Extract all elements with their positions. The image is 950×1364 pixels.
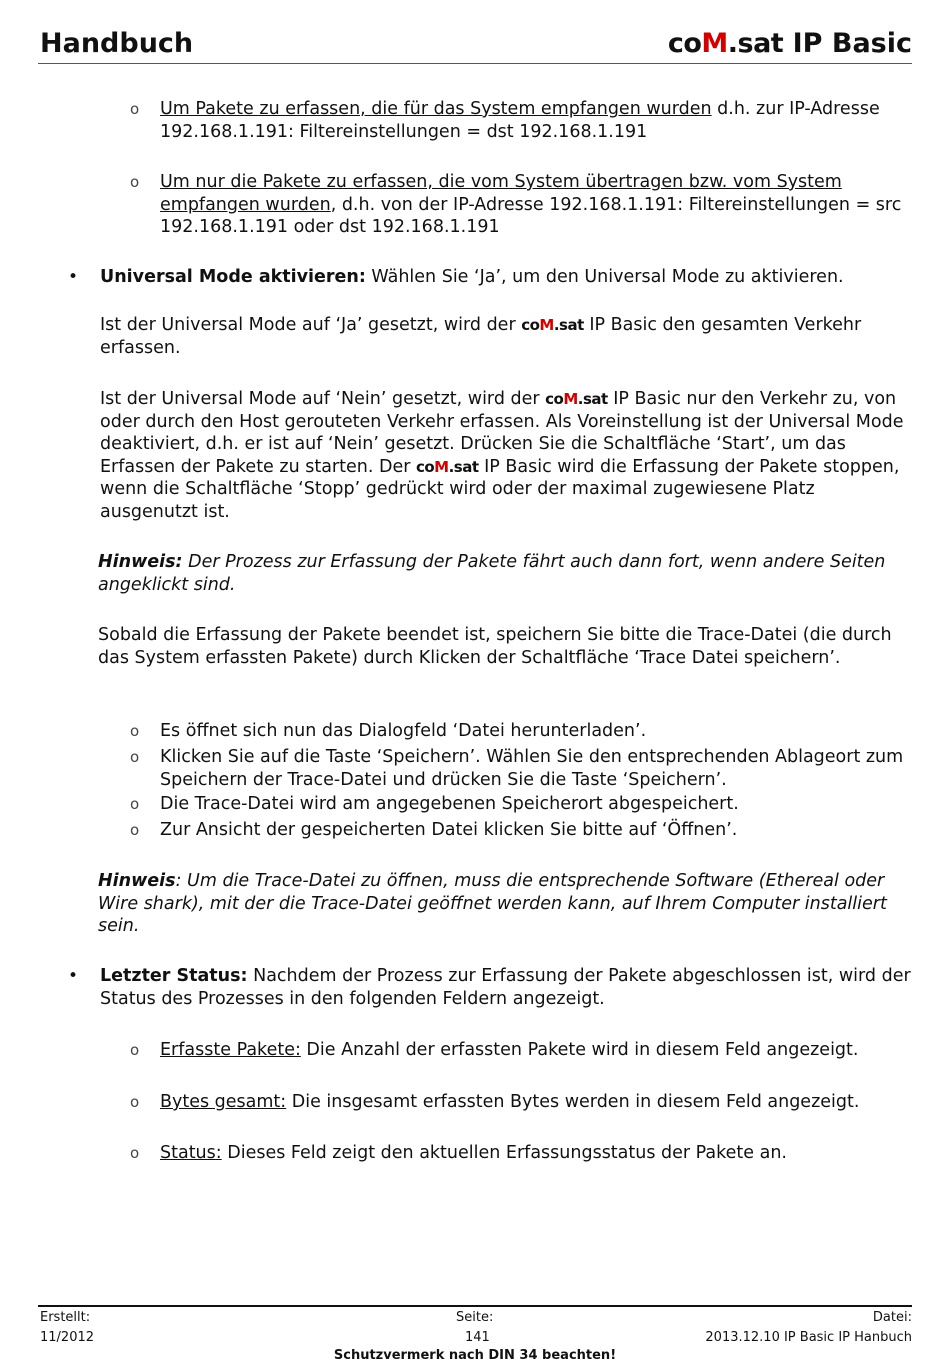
circle-bullet-icon: o: [130, 722, 140, 740]
list-item-step: Zur Ansicht der gespeicherten Datei klicken Sie bitte auf ‘Öffnen’.: [160, 820, 738, 840]
circle-bullet-icon: o: [130, 100, 140, 118]
list-item-field: Bytes gesamt: Die insgesamt erfassten Bytes werden in diesem Feld angezeigt.: [160, 1092, 860, 1112]
footer-created-label: Erstellt:: [40, 1310, 91, 1325]
circle-bullet-icon: o: [130, 748, 140, 766]
footer-created-value: 11/2012: [40, 1330, 95, 1345]
circle-bullet-icon: o: [130, 173, 140, 191]
circle-bullet-icon: o: [130, 1144, 140, 1162]
footer-page-label: Seite:: [456, 1310, 494, 1325]
comsat-logo: coM.sat: [667, 28, 784, 59]
universal-mode-item: Universal Mode aktivieren: Wählen Sie ‘Ja’, um den Universal Mode zu aktivieren.: [100, 267, 844, 287]
product-name: IP Basic: [792, 28, 912, 59]
page-header-title: Handbuch: [40, 28, 194, 59]
footer-copyright-notice: Schutzvermerk nach DIN 34 beachten!: [333, 1348, 617, 1363]
header-divider: [38, 63, 912, 64]
bullet-icon: •: [68, 966, 79, 986]
last-status-item: Letzter Status: Nachdem der Prozess zur Erfassung der Pakete abgeschlossen ist, wird der Status des Prozesses in den folgenden Feldern angezeigt.: [100, 966, 911, 1009]
save-trace-paragraph: Sobald die Erfassung der Pakete beendet ist, speichern Sie bitte die Trace-Datei (die durch das System erfassten Pakete) durch Klicken der Schaltfläche ‘Trace Datei speichern’.: [98, 625, 892, 668]
footer-file-value: 2013.12.10 IP Basic IP Hanbuch: [705, 1330, 912, 1345]
footer-file-label: Datei:: [872, 1310, 912, 1325]
circle-bullet-icon: o: [130, 795, 140, 813]
footer-page-value: 141: [465, 1330, 490, 1345]
comsat-logo: coM.sat: [545, 390, 608, 408]
list-item-step: Klicken Sie auf die Taste ‘Speichern’. Wählen Sie den entsprechenden Ablageort zum Speichern der Trace-Datei und drücken Sie die Taste ‘Speichern’.: [160, 747, 904, 790]
list-item-step: Es öffnet sich nun das Dialogfeld ‘Datei herunterladen’.: [160, 721, 647, 741]
comsat-logo: coM.sat: [415, 457, 479, 476]
list-item-sub1: Um Pakete zu erfassen, die für das System empfangen wurden d.h. zur IP-Adresse 192.168.1.191: Filtereinstellungen = dst 192.168.1.191: [160, 99, 880, 142]
universal-yes-paragraph: Ist der Universal Mode auf ‘Ja’ gesetzt, wird der coM.sat IP Basic den gesamten Verkehr erfassen.: [100, 315, 862, 358]
circle-bullet-icon: o: [130, 821, 140, 839]
note-paragraph-2: Hinweis: Um die Trace-Datei zu öffnen, muss die entsprechende Software (Ethereal oder Wire shark), mit der die Trace-Datei geöffnet werden kann, auf Ihrem Computer installiert sein.: [98, 871, 887, 936]
comsat-logo: coM.sat: [521, 316, 584, 334]
universal-no-paragraph: Ist der Universal Mode auf ‘Nein’ gesetzt, wird der coM.sat IP Basic nur den Verkehr zu, von oder durch den Host gerouteten Verkehr erfassen. Als Voreinstellung ist der Universal Mode deaktiviert, d.h. er ist auf ‘Nein’ gesetzt. Drücken Sie die Schaltfläche ‘Start’, um das Erfassen der Pakete zu starten. Der coM.sat IP Basic wird die Erfassung der Pakete stoppen, wenn die Schaltfläche ‘Stopp’ gedrückt wird oder der maximal zugewiesene Platz ausgenutzt ist.: [100, 389, 904, 522]
list-item-step: Die Trace-Datei wird am angegebenen Speicherort abgespeichert.: [160, 794, 739, 814]
list-item-sub2: Um nur die Pakete zu erfassen, die vom System übertragen bzw. vom System empfangen wurden, d.h. von der IP-Adresse 192.168.1.191: Filtereinstellungen = src 192.168.1.191 oder dst 192.168.1.191: [160, 172, 902, 237]
circle-bullet-icon: o: [130, 1041, 140, 1059]
list-item-field: Erfasste Pakete: Die Anzahl der erfassten Pakete wird in diesem Feld angezeigt.: [160, 1040, 859, 1060]
bullet-icon: •: [68, 267, 79, 287]
list-item-field: Status: Dieses Feld zeigt den aktuellen Erfassungsstatus der Pakete an.: [160, 1143, 787, 1163]
footer-divider: [38, 1305, 912, 1307]
page-header-brand: [668, 28, 912, 59]
note-paragraph-1: Hinweis: Der Prozess zur Erfassung der Pakete fährt auch dann fort, wenn andere Seiten angeklickt sind.: [98, 552, 886, 595]
circle-bullet-icon: o: [130, 1093, 140, 1111]
